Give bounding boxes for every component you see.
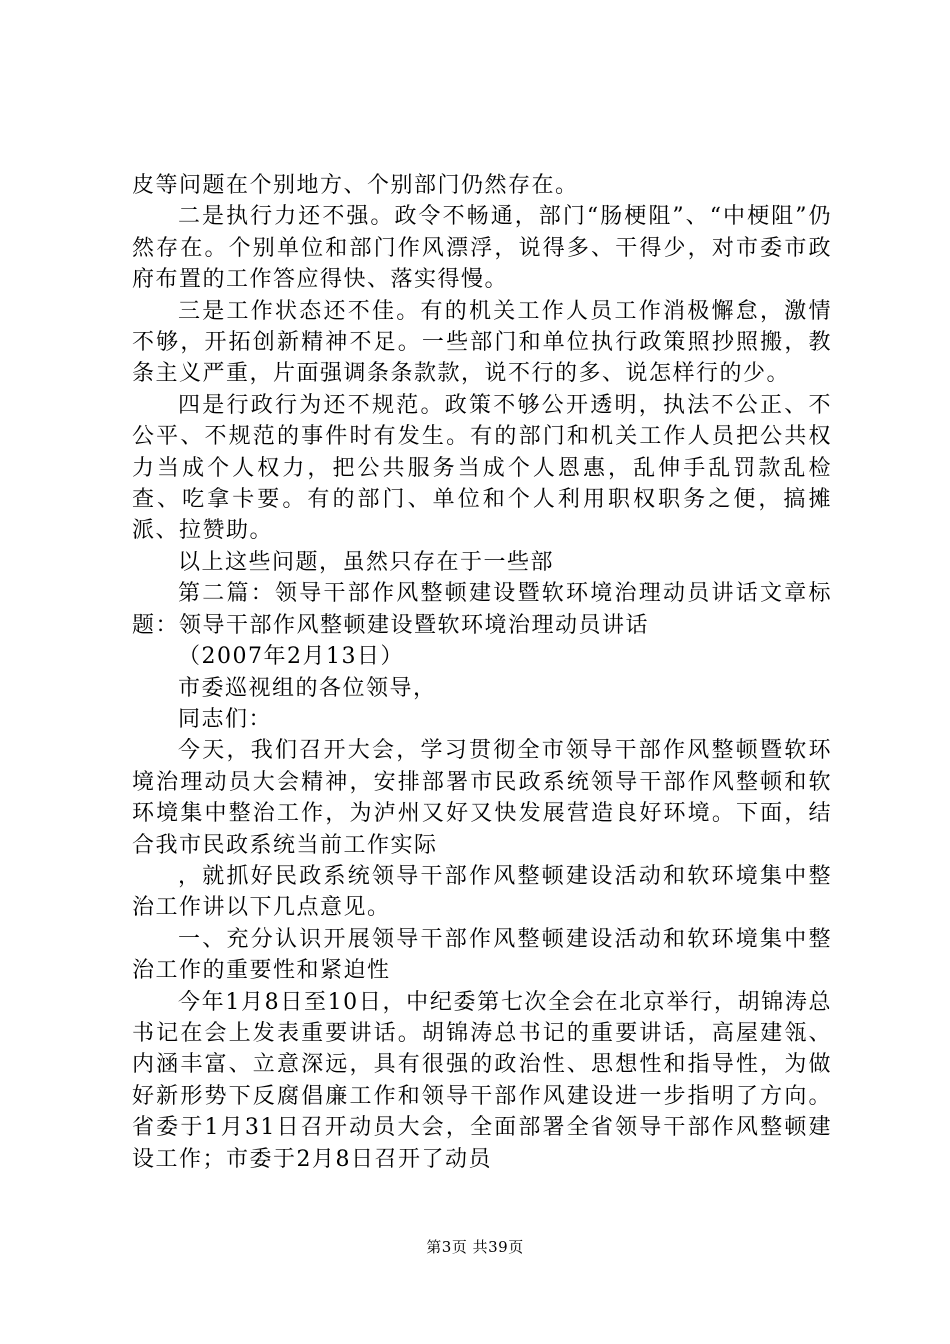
page-number-footer: 第3页 共39页 xyxy=(426,1238,524,1256)
paragraph: 今天，我们召开大会，学习贯彻全市领导干部作风整顿暨软环境治理动员大会精神，安排部署市民政系统领导干部作风整顿和软环境集中整治工作，为泸州又好又快发展营造良好环境。下面，结合我市民政系统当前工作实际 xyxy=(132,738,832,858)
paragraph: 二是执行力还不强。政令不畅通，部门“肠梗阻”、“中梗阻”仍然存在。个别单位和部门作风漂浮，说得多、干得少，对市委市政府布置的工作答应得快、落实得慢。 xyxy=(132,204,832,293)
salutation: 市委巡视组的各位领导， xyxy=(178,675,437,701)
paragraph: 四是行政行为还不规范。政策不够公开透明，执法不公正、不公平、不规范的事件时有发生。有的部门和机关工作人员把公共权力当成个人权力，把公共服务当成个人恩惠，乱伸手乱罚款乱检查、吃拿卡要。有的部门、单位和个人利用职权职务之便，搞摊派、拉赞助。 xyxy=(132,392,832,544)
paragraph: 皮等问题在个别地方、个别部门仍然存在。 xyxy=(132,173,579,198)
paragraph: ，就抓好民政系统领导干部作风整顿建设活动和软环境集中整治工作讲以下几点意见。 xyxy=(132,863,832,921)
subsection-heading: 一、充分认识开展领导干部作风整顿建设活动和软环境集中整治工作的重要性和紧迫性 xyxy=(132,926,832,984)
paragraph: 以上这些问题，虽然只存在于一些部 xyxy=(178,549,555,575)
section-heading: 第二篇：领导干部作风整顿建设暨软环境治理动员讲话文章标题：领导干部作风整顿建设暨软环境治理动员讲话 xyxy=(132,581,832,638)
paragraph: 三是工作状态还不佳。有的机关工作人员工作消极懈怠，激情不够，开拓创新精神不足。一些部门和单位执行政策照抄照搬，教条主义严重，片面强调条条款款，说不行的多、说怎样行的少。 xyxy=(132,298,832,387)
salutation: 同志们： xyxy=(178,706,273,732)
date-line: （2007年2月13日） xyxy=(178,644,404,670)
paragraph: 今年1月8日至10日，中纪委第七次全会在北京举行，胡锦涛总书记在会上发表重要讲话。胡锦涛总书记的重要讲话，高屋建瓴、内涵丰富、立意深远，具有很强的政治性、思想性和指导性，为做好新形势下反腐倡廉工作和领导干部作风建设进一步指明了方向。省委于1月31日召开动员大会，全面部署全省领导干部作风整顿建设工作；市委于2月8日召开了动员 xyxy=(132,989,832,1172)
document-body xyxy=(132,170,832,1175)
